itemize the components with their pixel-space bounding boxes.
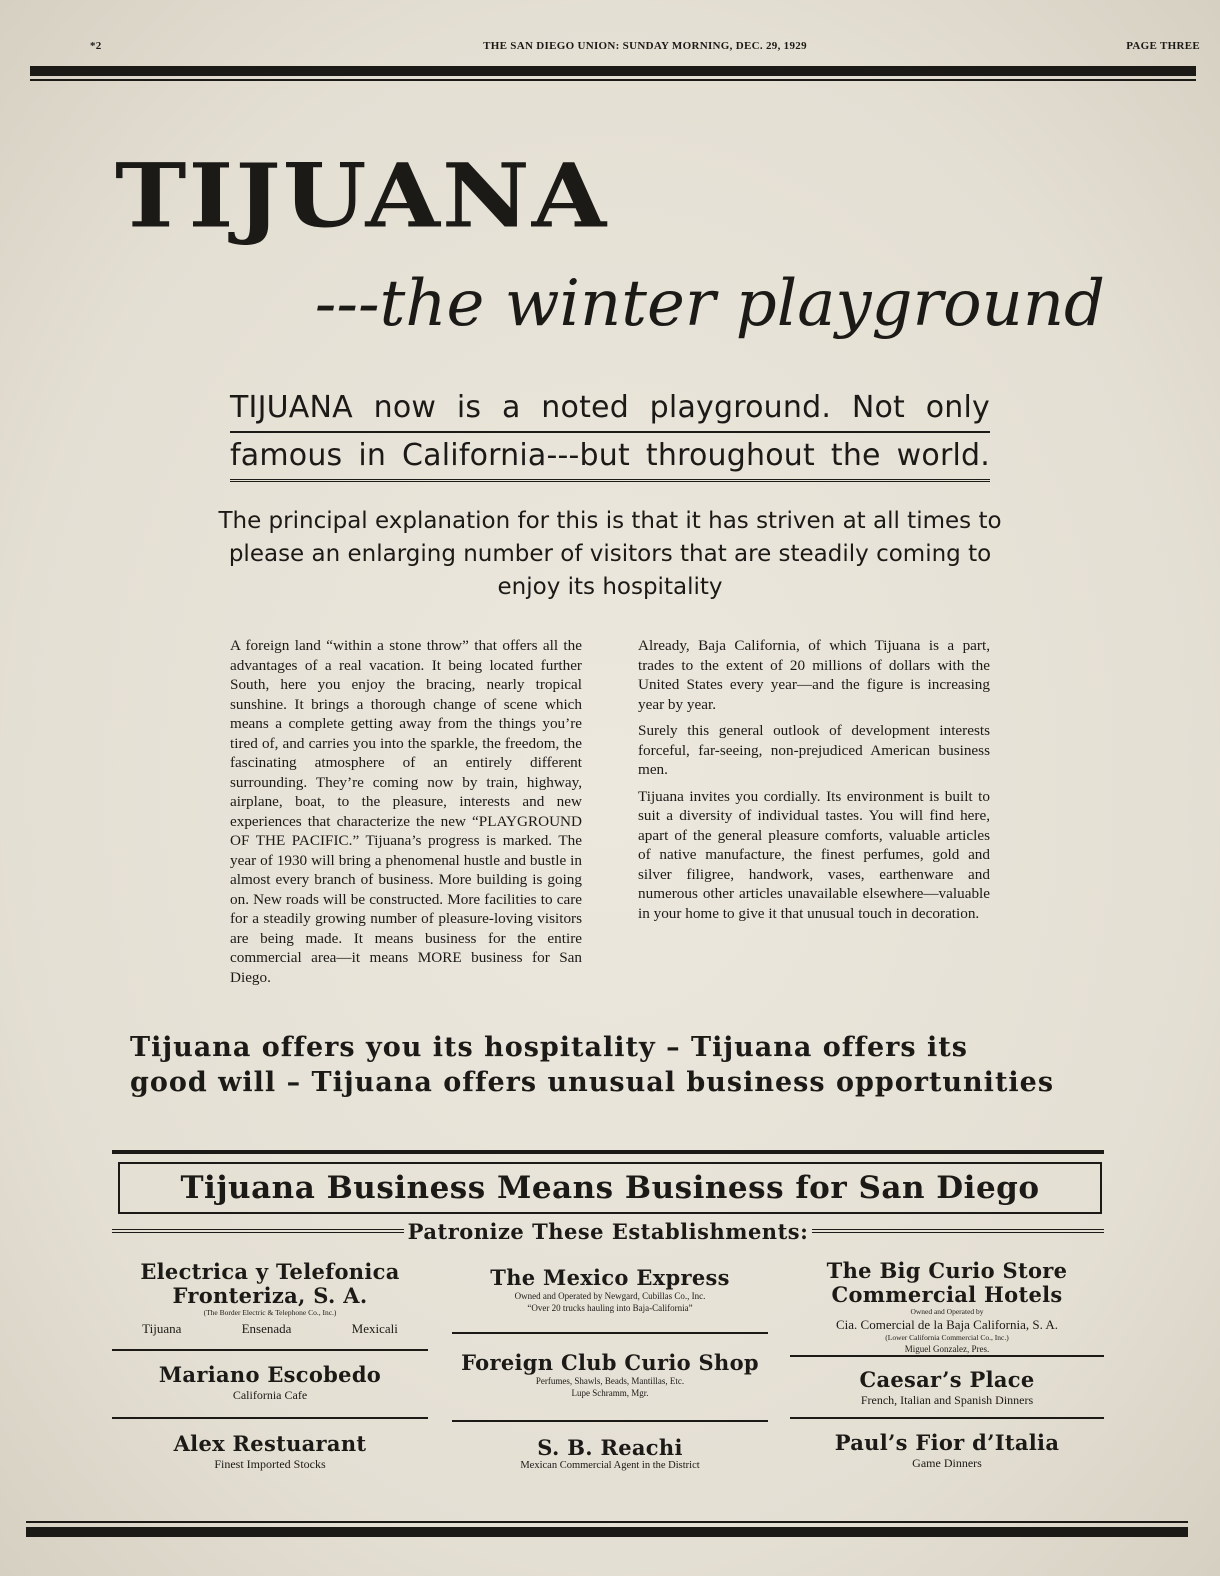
establishment-detail: “Over 20 trucks hauling into Baja-California” xyxy=(527,1303,693,1313)
establishment-name: Alex Restuarant xyxy=(173,1431,367,1456)
establishment-pauls xyxy=(790,1431,1104,1471)
establishment-name: Mariano Escobedo xyxy=(158,1362,382,1387)
establishment-owned: Owned and Operated by xyxy=(910,1307,984,1316)
body-column-left xyxy=(230,636,582,994)
establishment-caesars xyxy=(790,1368,1104,1408)
town: Tijuana xyxy=(142,1321,182,1336)
establishment-mexico-express xyxy=(452,1266,768,1314)
paper-dateline: THE SAN DIEGO UNION: SUNDAY MORNING, DEC. 29, 1929 xyxy=(483,40,807,52)
offers-line-2: good will – Tijuana offers unusual business opportunities xyxy=(130,1067,1055,1098)
top-rule-thick xyxy=(30,66,1196,76)
divider xyxy=(812,1229,1104,1233)
establishment-alex xyxy=(112,1432,428,1472)
establishment-electrica xyxy=(112,1260,428,1338)
divider xyxy=(790,1355,1104,1357)
establishment-escobedo xyxy=(112,1363,428,1403)
lead-line-2: famous in California---but throughout the world. xyxy=(230,433,990,482)
patronize-text: Patronize These Establishments: xyxy=(407,1218,809,1244)
top-rule-thin xyxy=(30,79,1196,81)
lead-statement xyxy=(230,385,990,482)
establishment-detail: Finest Imported Stocks xyxy=(214,1457,326,1471)
explanation-paragraph: The principal explanation for this is that it has striven at all times to please an enlarging number of visitors that are steadily coming to enjoy its hospitality xyxy=(218,508,1002,600)
divider xyxy=(790,1417,1104,1419)
establishment-note: (The Border Electric & Telephone Co., Inc.) xyxy=(203,1308,337,1317)
bottom-rule-thin xyxy=(26,1521,1188,1523)
offers-slogan xyxy=(130,1030,1090,1100)
establishment-detail: Lupe Schramm, Mgr. xyxy=(571,1388,649,1398)
establishment-name: Foreign Club Curio Shop xyxy=(461,1350,759,1375)
establishment-name: The Big Curio Store xyxy=(826,1258,1068,1283)
bottom-rule-thick xyxy=(26,1527,1188,1537)
establishment-name: Paul’s Fior d’Italia xyxy=(834,1430,1060,1455)
business-section-rule xyxy=(112,1150,1104,1154)
subheadline: ---the winter playground xyxy=(314,267,1105,341)
offers-line-1: Tijuana offers you its hospitality – Tijuana offers its xyxy=(130,1032,968,1063)
masthead xyxy=(90,40,1200,56)
body-paragraph: Surely this general outlook of development interests forceful, far-seeing, non-prejudiced American business men. xyxy=(638,722,990,778)
page-number: *2 xyxy=(90,40,102,52)
establishment-name: Electrica y Telefonica xyxy=(140,1259,400,1284)
establishment-name: Caesar’s Place xyxy=(859,1367,1035,1392)
divider xyxy=(112,1229,404,1233)
establishment-detail: Mexican Commercial Agent in the District xyxy=(520,1460,700,1471)
establishment-detail: French, Italian and Spanish Dinners xyxy=(860,1393,1034,1407)
town: Ensenada xyxy=(241,1321,292,1336)
divider xyxy=(112,1417,428,1419)
establishment-detail: California Cafe xyxy=(232,1388,308,1402)
establishment-name: S. B. Reachi xyxy=(537,1435,683,1460)
body-column-right xyxy=(638,636,990,994)
town: Mexicali xyxy=(351,1321,398,1336)
business-banner: Tijuana Business Means Business for San Diego xyxy=(118,1162,1102,1214)
body-paragraph: A foreign land “within a stone throw” that offers all the advantages of a real vacation. It being located further South, here you enjoy the bracing, nearly tropical sunshine. It brings a thorough change of scene which means a complete getting away from the things you’re tired of, and carries you into the sparkle, the freedom, the fascinating atmosphere of an entirely different surrounding. They’re coming now by train, highway, airplane, boat, to the pleasure, interests and new experiences that characterize the new “PLAYGROUND OF THE PACIFIC.” Tijuana’s progress is marked. The year of 1930 will bring a phenomenal hustle and bustle in almost every branch of business. More building is going on. New roads will be constructed. More facilities to care for a steadily growing number of pleasure-loving visitors are being made. It means business for the entire commercial area—it means MORE business for San Diego. xyxy=(230,637,582,986)
body-paragraph: Tijuana invites you cordially. Its environment is built to suit a diversity of individual tastes. You will find here, apart of the general pleasure comforts, valuable articles of native manufacture, the finest perfumes, gold and silver filigree, handwork, vases, earthenware and numerous other articles unavailable elsewhere—valuable in your home to give it that unusual touch in decoration. xyxy=(638,787,990,922)
establishment-detail: Perfumes, Shawls, Beads, Mantillas, Etc. xyxy=(535,1376,685,1386)
establishment-reachi xyxy=(452,1436,768,1472)
establishment-name: Commercial Hotels xyxy=(831,1282,1063,1307)
divider xyxy=(112,1349,428,1351)
establishment-name: The Mexico Express xyxy=(490,1265,730,1290)
establishment-pres: Miguel Gonzalez, Pres. xyxy=(904,1344,990,1354)
section-label: PAGE THREE xyxy=(1126,40,1200,52)
headline: TIJUANA xyxy=(115,143,609,248)
establishment-detail: Game Dinners xyxy=(912,1456,982,1470)
establishment-detail: Owned and Operated by Newgard, Cubillas Co., Inc. xyxy=(514,1291,706,1301)
establishment-name: Fronteriza, S. A. xyxy=(172,1283,368,1308)
body-columns xyxy=(230,636,990,994)
body-paragraph: Already, Baja California, of which Tijuana is a part, trades to the extent of 20 millions of dollars with the United States every year—and the figure is increasing year by year. xyxy=(638,637,990,713)
divider xyxy=(452,1332,768,1334)
lead-line-1: TIJUANA now is a noted playground. Not only xyxy=(230,385,990,433)
establishment-towns xyxy=(112,1320,428,1338)
establishment-foreign-club xyxy=(440,1351,780,1399)
patronize-heading xyxy=(112,1218,1104,1244)
establishment-company: Cia. Comercial de la Baja California, S. A. xyxy=(835,1317,1059,1332)
establishment-big-curio xyxy=(790,1259,1104,1355)
divider xyxy=(452,1420,768,1422)
establishment-note: (Lower California Commercial Co., Inc.) xyxy=(885,1333,1009,1342)
